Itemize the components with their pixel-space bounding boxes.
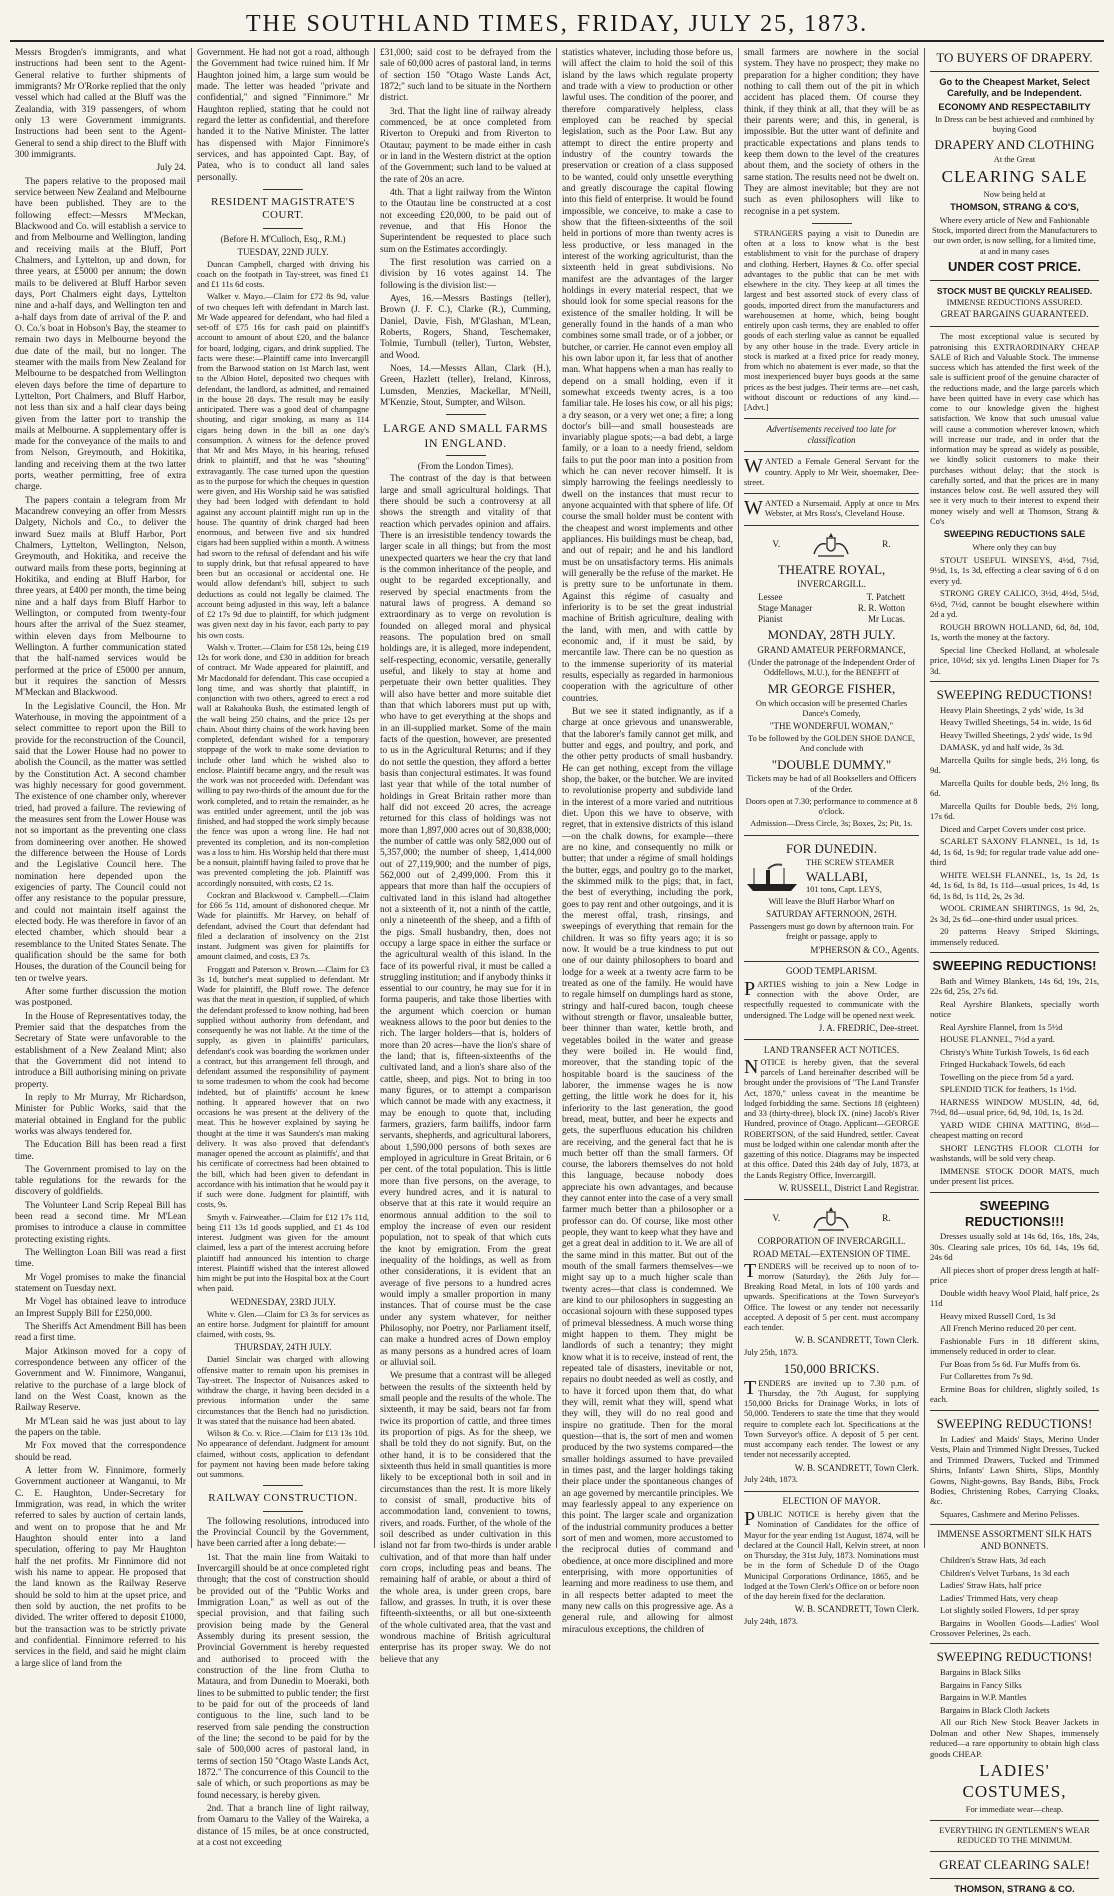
- article-paragraph: 1st. That the main line from Waitaki to Invercargill should be at once completed right through; that the cost of construction should be provided out of the "Public Works and Immigration Loan," as well as out of the special provision, and that failing such provision being made by the General Assembly during its present session, the Provincial Government is hereby requested and authorised to proceed with the construction of the line from Clutha to Mataura, and from Dunedin to Moeraki, both lines to be submitted to public tender; the first to be paid for out of the proceeds of land contiguous to the line, such land to be reserved from sale pending the construction of the line; the second to be paid for by the sale of 500,000 acres of pastoral land, in terms of section 150 "Otago Waste Lands Act, 1872." The concurrence of this Council to the sale of which, or such proportions as may be found necessary, is hereby given.: [197, 1552, 369, 1801]
- divider: [744, 1491, 919, 1492]
- price-line: Fur Boas from 5s 6d. Fur Muffs from 6s.: [940, 1358, 1081, 1369]
- drapery-ad-tagline: Go to the Cheapest Market, Select Carefully, and be Independent.: [939, 76, 1090, 99]
- column-4: [557, 48, 739, 1635]
- price-line: Bargains in Black Cloth Jackets: [940, 1704, 1050, 1715]
- court-case: Walker v. Mayo.—Claim for £72 8s 9d, value of two cheques left with defendant in March last. Mr Wade appeared for defendant, who had filed a set-off of £75 16s for cash paid on plaintiff's account to amount of about £20, and the balance for board, lodging, cigars, and drink supplied. The facts were these:—Plaintiff came into Invercargill from the Barwood station on 1st March last, went to the Albion Hotel, deposited two cheques with defendant, the landlord, as admitted, and remained in the house 28 days. The result may be easily anticipated. There was a good deal of champagne shouting, and cigar smoking, as many as 114 cigars being down in the bill as one day's consumption. A witness for the defence proved that Mr and Mrs Mayo, in his hearing, refused drink to plaintiff, and that he was "shouting" extravagantly. The case turned upon the question as to the purpose for which the cheques in question were given, and His Worship said he was satisfied they had been lodged with defendant to hold against any account plaintiff might run up in the house. The quantity of drink charged had been enormous, and between five and six hundred cigars had been supplied within a month. A witness had sworn to the refusal of defendant and his wife to supply drink, but that refusal appeared to have been but an occasional or accidental one. He would allow defendant's bill, subject to such deductions as could not legally be claimed. The account being adjusted in this way, left a balance of £2 17s 9d due to plaintiff, for which judgment was given next day in his favor, each party to pay his own costs.: [197, 292, 369, 640]
- article-paragraph: 4th. That a light railway from the Winton to the Otautau line be constructed at a cost not exceeding £20,000, to be paid out of revenue, and that His Honor the Superintendent be requested to place such sum on the Estimates accordingly.: [380, 187, 551, 255]
- newspaper-page: [10, 6, 1104, 1895]
- column-2: [192, 48, 375, 1848]
- price-line: Ladies' Straw Hats, half price: [940, 1580, 1042, 1591]
- theatre-line: On which occasion will be presented Charles Dance's Comedy,: [755, 698, 908, 718]
- theatre-play: "THE WONDERFUL WOMAN,": [769, 721, 894, 732]
- price-line: Towelling on the piece from 5d a yard.: [940, 1071, 1074, 1082]
- divider: [930, 681, 1099, 682]
- divider: [744, 1039, 919, 1040]
- divider: [930, 952, 1099, 953]
- price-line: Special line Checked Holland, at wholesale price, 10½d; six yd. lengths Linen Diaper for 7s 3d.: [930, 644, 1099, 676]
- price-line: Heavy Plain Sheetings, 2 yds' wide, 1s 3d: [940, 704, 1084, 715]
- article-paragraph: The papers contain a telegram from Mr Macandrew conveying an offer from Messrs Dalgety, Nichols and Co., to deliver the inward Suez mails at Bluff Harbor, Port Chalmers, Lyttelton, Wellington, Nelson, Greymouth, and Hokitika, and receive the outward mails from these ports, beginning at Hokitika, and ending at Bluff Harbor, for three years, at £400 per month, the time being nine and a half days from Bluff Harbor to Wellington, or computed from twenty-four hours after the arrival of the Suez steamer, within eleven days from Melbourne to Wellington. A further communication stated that the half-named services would be performed at the price of £5000 per annum, but it requires the sanction of Messrs M'Meckan and Blackwood.: [15, 495, 186, 699]
- price-line: Bargains in Woollen Goods—Ladies' Wool Crossover Pelerines, 2s each.: [930, 1617, 1099, 1638]
- price-line: Marcella Quilts for double beds, 2½ long, 8s 6d.: [930, 777, 1099, 799]
- theatre-line: To be followed by the GOLDEN SHOE DANCE, And conclude with: [748, 734, 915, 754]
- price-line: DAMASK, yd and half wide, 3s 3d.: [940, 742, 1064, 753]
- column-3: [375, 48, 557, 1665]
- article-paragraph: £31,000; said cost to be defrayed from the sale of 60,000 acres of pastoral land, in terms of section 150 "Otago Waste Lands Act, 1872;" such land to be situate in the Northern district.: [380, 48, 551, 104]
- road-metal-signature: W. B. SCANDRETT, Town Clerk.: [794, 1335, 919, 1346]
- divider: [744, 525, 919, 526]
- price-line: All French Merino reduced 20 per cent.: [940, 1323, 1077, 1334]
- court-day: THURSDAY, 24TH JULY.: [234, 1342, 332, 1353]
- shipping-line: THE SCREW STEAMER: [806, 858, 895, 868]
- price-line: Christy's White Turkish Towels, 1s 6d each: [940, 1046, 1089, 1057]
- price-line: Bath and Witney Blankets, 14s 6d, 19s, 21s, 22s 6d, 25s, 27s 6d.: [930, 976, 1099, 997]
- shipping-line: Passengers must go down by afternoon train. For freight or passage, apply to: [749, 922, 914, 942]
- article-paragraph: Mr Vogel promises to make the financial statement on Tuesday next.: [15, 1272, 186, 1295]
- article-paragraph: The following resolutions, introduced into the Provincial Council by the Government, have been carried after a long debate:—: [197, 1516, 369, 1550]
- crest-letter: R.: [882, 539, 891, 550]
- coat-of-arms-icon: [810, 1206, 852, 1234]
- drapery-ad-body: The most exceptional value is secured by patronising this EXTRAORDINARY CHEAP SALE of Rich and Valuable Stock. The immense success which has attended the first week of the sale is sufficient proof of the genuine character of the reductions made, and the large parcels which have been quitted have in every case which has come to our knowledge given the highest satisfaction. We know that such unusual value will cause a commotion wherever known, which will increase our trade, and in order that the information may be spread as widely as possible, we kindly solicit customers to make their purchases without delay; that the stock is carefully sorted, and that the prices are in many instances below cost. Be well assured they will see it very much to their interest to expend their money wisely and well at Thomson, Strang & Co's: [930, 332, 1099, 526]
- drapery-ad-line: At the Great: [993, 155, 1036, 165]
- article-paragraph: We presume that a contrast will be alleged between the results of the sixteenth held by small people and the results of the whole. The sixteenth, it may be said, bears not far from twice its proportion of cattle, and three times its proportion of pigs. As for the sheep, we shall be told they do not signify. But, on the other hand, it is to be considered that the sixteenth thus held in small quantities is more likely to be exceptional both in soil and in circumstances than the rest. It is more likely to consist of small, productive bits of accommodation land, convenient to towns, rivers, and roads. Further, of the whole of the soil described as under cultivation in this island not far from two-thirds is under arable cultivation, and of that more than half under corn crops, including peas and beans. The remaining half of arable, or about a third of the whole area, is under green crops, bare fallow, and grasses. In truth, it is over these fifteenth-sixteenths, or all but one-sixteenth of the whole cultivated area, that the vast and wondrous machine of British agricultural enterprise has its proper sway. We do not believe that any: [380, 1371, 552, 1665]
- price-list: [930, 1434, 1099, 1520]
- court-case: Froggatt and Paterson v. Brown.—Claim for £3 3s 1d, butcher's meat supplied to defendant. Mr Wade for plaintiff, the Bluff rowe. The defence was that the meat in question, if supplied, of which the defendant professed to know nothing, had been supplied without authority from defendant, and consequently he was not liable. At the time of the supply, as given in plaintiffs' particulars, defendant's cook was boarding the workmen under a contract, but this arrangement fell through, and defendant assumed the responsibility of payment to some tradesmen to whom the cook had become indebted, but of plaintiffs' account he knew nothing. It appeared however that on two occasions he was present at the delivery of the meat. This he however explained by saying he thought at the time it was Saunders's man making delivery. It was also proved that defendant's manager opened the account as plaintiffs', and that his certificate of correctness had been obtained to the bill, which had been given to defendant in accordance with his intimation that he would pay it if such were done. Judgment for plaintiff, with costs, 9s.: [197, 964, 369, 1210]
- price-line: Ladies' Trimmed Hats, very cheap: [940, 1592, 1058, 1603]
- crest-letter: V.: [772, 539, 781, 550]
- price-line: IMMENSE STOCK DOOR MATS, much under present list prices.: [930, 1165, 1099, 1187]
- templar-signature: J. A. FREDRIC, Dee-street.: [818, 1022, 919, 1033]
- article-paragraph: 2nd. That a branch line of light railway, from Oamaru to the Valley of the Waireka, a distance of 15 miles, be at once constructed, at a cost not exceeding: [197, 1803, 369, 1848]
- reductions-banner: SWEEPING REDUCTIONS!: [936, 1649, 1093, 1665]
- price-line: Marcella Quilts for single beds, 2½ long, 6s 9d.: [930, 754, 1099, 776]
- price-line: Fringed Huckaback Towels, 6d each: [940, 1059, 1066, 1070]
- article-paragraph: The Sheriffs Act Amendment Bill has been read a first time.: [15, 1322, 186, 1344]
- royal-crest: [744, 1206, 919, 1234]
- drapery-ad-line: ECONOMY AND RESPECTABILITY: [938, 101, 1091, 112]
- divider: [930, 1192, 1099, 1193]
- price-line: HARNESS WINDOW MUSLIN, 4d, 6d, 7½d, 8d—usual price, 6d, 9d, 10d, 1s, 1s 2d.: [930, 1096, 1099, 1118]
- price-line: Real Ayrshire Blankets, specially worth notice: [930, 998, 1099, 1020]
- price-line: All pieces short of proper dress length at half-price: [930, 1264, 1099, 1286]
- reductions-banner: SWEEPING REDUCTIONS!!!: [965, 1197, 1064, 1229]
- price-list: [930, 1555, 1099, 1638]
- article-paragraph: Messrs Brogden's immigrants, and what instructions had been sent to the Agent-General relative to further shipments of immigrants? Mr O'Rorke replied that the only vessel which had called at the Bluff was the Zealandia, with 319 passengers, of whom only 13 were Government immigrants. Instructions had been sent to the Agent-General to send a ship direct to the Bluff with 300 immigrants.: [15, 48, 186, 160]
- bricks-date: July 24th, 1873.: [744, 1475, 798, 1485]
- theatre-staff-row: Lessee T. Patchett: [758, 592, 905, 603]
- columns: [10, 48, 1104, 1895]
- court-day: WEDNESDAY, 23RD JULY.: [230, 1296, 336, 1307]
- divider: [446, 455, 486, 456]
- theatre-line: (Under the patronage of the Independent Order of Oddfellows, M.U.), for the BENEFIT of: [748, 658, 915, 678]
- price-line: Squares, Cashmere and Merino Pelisses.: [940, 1508, 1080, 1519]
- land-notice: NOTICE is hereby given, that the several parcels of Land hereinafter described will be brought under the provisions of "The Land Transfer Act, 1870," unless caveat in the meantime be lodged forbidding the same. Sections 18 (eighteen) and 33 (thirty-three), block IX. (nine) Jacob's River Hundred, province of Otago. Applicant—GEORGE ROBERTSON, of the said Hundred, settler. Caveat must be lodged within one calendar month after the gazetting of this notice. Diagrams may be inspected at this office. Dated this 24th day of July, 1873, at the Lands Registry Office, Invercargill.: [744, 1055, 919, 1180]
- article-paragraph: In the Legislative Council, the Hon. Mr Waterhouse, in moving the appointment of a select committee to report upon the Bill to provide for the reconstruction of the Council, said that the Lower House had no power to abolish the Council, as the matter was settled by the Constitution Act. A second chamber was highly necessary for good government. The existence of one chamber only, wherever tried, had proved a failure. The reviewing of the measures sent from the Lower House was not so important as the preventing one class from domineering over another. He showed the difference between the House of Lords and the Legislative Council here. The nomination here depended upon the exigencies of party. The Council could not offer any resistance to the popular pressure, and could not maintain itself against the elected body. He was therefore in favor of an elected chamber, which should bear a resemblance to the United States Senate. The qualification should be the same for both Houses, the duration of the Council being for ten or twelve years.: [15, 701, 186, 984]
- road-metal-heading: ROAD METAL—EXTENSION OF TIME.: [752, 1248, 911, 1259]
- dateline: July 24.: [156, 163, 186, 174]
- theatre-line: GRAND AMATEUR PERFORMANCE,: [757, 645, 906, 656]
- price-line: Bargains in Fancy Silks: [940, 1679, 1022, 1690]
- price-line: SHORT LENGTHS FLOOR CLOTH for washstands, will be sold very cheap.: [930, 1142, 1099, 1164]
- road-metal-notice: TENDERS will be received up to noon of to-morrow (Saturday), the 26th July for—Breaking Road Metal, in lots of 100 yards and upwards. Specifications at the Town Surveyor's Office. The lowest or any tender not necessarily accepted. A deposit of 5 per cent. must accompany each tender.: [744, 1259, 919, 1333]
- court-case: Duncan Campbell, charged with driving his coach on the footpath in Tay-street, was fined £1 and £1 11s 6d costs.: [197, 259, 369, 290]
- price-list: [930, 705, 1099, 947]
- theatre-line: Admission—Dress Circle, 3s; Boxes, 2s; Pit, 1s.: [750, 819, 913, 829]
- section-heading: LARGE AND SMALL FARMS IN ENGLAND.: [383, 421, 548, 450]
- price-line: WHITE WELSH FLANNEL, 1s, 1s 2d, 1s 4d, 1s 6d, 1s 8d, 1s 11d—usual prices, 1s 4d, 1s 6d, 1s 8d, 1s 11d, 2s, 2s 3d.: [930, 869, 1099, 901]
- theatre-date: MONDAY, 28TH JULY.: [767, 627, 896, 643]
- drapery-ad-line: Where every article of New and Fashionable Stock, imported direct from the Manufacturers to our own order, is now selling, for a limited time, at and in many cases: [932, 215, 1097, 256]
- article-paragraph: small farmers are nowhere in the social system. They have no prospect; they make no preparation for a higher condition; they have nothing to call them out of the pit in which accident has placed them. Of course they think, if they think at all, that they will be as their parents were; and this, in general, is impossible. But the utter want of definite and practicable expectations and plans tends to keep them down to the level of the creatures about them, and the society of others in the same station. The results need not be dwelt on. They are almost inevitable; but they are not such as even philosophers will like to recognise in a pet system.: [744, 48, 919, 217]
- price-line: Double width heavy Wool Plaid, half price, 2s 11d: [930, 1287, 1099, 1309]
- court-case: Cockran and Blackwood v. Campbell.—Claim for £66 5s 11d, amount of dishonored cheque. Mr Wade for plaintiffs. Mr Harvey, on behalf of defendant, advised the Court that defendant had filed a declaration of insolvency on the 21st instant. Judgment was given for plaintiffs for amount claimed, and costs, £3 7s.: [197, 890, 369, 962]
- article-paragraph: Mr M'Lean said he was just about to lay the papers on the table.: [15, 1416, 186, 1439]
- price-line: Heavy Twilled Sheetings, 54 in. wide, 1s 6d: [940, 717, 1092, 728]
- theatre-line: Doors open at 7.30; performance to commence at 8 o'clock.: [745, 796, 918, 817]
- divider: [744, 835, 919, 836]
- article-paragraph: Mr Fox moved that the correspondence should be read.: [15, 1441, 186, 1463]
- article-paragraph: In the House of Representatives today, the Premier said that the despatches from the Secretary of State were unfavorable to the establishment of a New Zealand Mint; also that the Government did not intend to introduce a Bill authorising mining on private property.: [15, 1011, 186, 1090]
- election-date: July 24th, 1873.: [744, 1617, 798, 1627]
- price-line: YARD WIDE CHINA MATTING, 8½d—cheapest matting on record: [930, 1119, 1099, 1141]
- article-paragraph: In reply to Mr Murray, Mr Richardson, Minister for Public Works, said that the material obtained in England for the public works was always tendered for.: [15, 1092, 186, 1137]
- wanted-ad: WANTED a Female General Servant for the country. Apply to Mr Weir, shoemaker, Dee-street.: [744, 455, 919, 487]
- price-line: HOUSE FLANNEL, 7½d a yard.: [940, 1034, 1055, 1045]
- divider: [930, 71, 1099, 72]
- wanted-ad: WANTED a Nursemaid. Apply at once to Mrs Webster, at Mrs Ross's, Cleveland House.: [744, 497, 919, 520]
- drapery-ad-line: EVERYTHING IN GENTLEMEN'S WEAR REDUCED TO THE MINIMUM.: [939, 1825, 1090, 1846]
- court-case: White v. Glen.—Claim for £3 3s for services as an entire horse. Judgment for plaintiff for amount claimed, with costs, 9s.: [197, 1309, 369, 1340]
- divider: [930, 1851, 1099, 1852]
- court-case: Smyth v. Fairweather.—Claim for £12 17s 11d, being £11 13s 1d goods supplied, and £1 4s 10d interest. Judgment was given for the amount claimed, less a part of the interest accruing before plaintiff had announced his intention to charge interest. Plaintiff wished that the interest allowed him might be put into the Hospital box at the Court when paid.: [197, 1212, 369, 1294]
- corporation-heading: CORPORATION OF INVERCARGILL.: [757, 1235, 906, 1246]
- article-paragraph: 3rd. That the light line of railway already commenced, be at once completed from Riverton to Orepuki and from Riverton to Otautau; payment to be made either in cash or in land in the Western district at the option of the Government; such land to be valued at the rate of 20s an acre.: [380, 106, 551, 185]
- column-5: [739, 48, 925, 1627]
- divider: [263, 189, 303, 190]
- land-heading: LAND TRANSFER ACT NOTICES.: [763, 1044, 900, 1055]
- drapery-ad-line: IMMENSE REDUCTIONS ASSURED.: [946, 297, 1083, 307]
- price-line: Bargains in W.P. Mantles: [940, 1692, 1027, 1703]
- price-line: SPLENDID TICK for feathers, 1s 1½d.: [940, 1084, 1077, 1095]
- price-line: Fashionable Furs in 18 different skins, immensely reduced in order to clear.: [930, 1335, 1099, 1357]
- price-line: In Ladies' and Maids' Stays, Merino Under Vests, Plain and Trimmed Night Dresses, Tucked and Trimmed Drawers, Tucked and Trimmed Shirts, Infants' Lawn Shirts, Slips, Monthly Gowns, Night-gowns, Bay Bands, Bibs, Frock Bodies, Christening Robes, Carrying Cloaks, &c.: [930, 1433, 1099, 1507]
- steamer-icon: [744, 860, 800, 894]
- theatre-title: THEATRE ROYAL,: [777, 561, 886, 577]
- court-case: Wilson & Co. v. Rice.—Claim for £13 13s 10d. No appearance of defendant. Judgment for amount claimed, without costs, application to defendant for payment not having been made before taking out summons.: [197, 1429, 369, 1480]
- costumes-banner: LADIES' COSTUMES,: [962, 1761, 1067, 1801]
- price-line: Heavy Twilled Sheetings, 2 yds' wide, 1s 9d: [940, 729, 1092, 740]
- masthead: THE SOUTHLAND TIMES, FRIDAY, JULY 25, 1873.: [10, 6, 1104, 42]
- article-paragraph: Mr Vogel has obtained leave to introduce an Imprest Supply Bill for £250,000.: [15, 1297, 186, 1319]
- divider: [744, 961, 919, 962]
- store-name: THOMSON, STRANG & CO'S,: [950, 202, 1079, 213]
- price-line: Fur Collarettes from 7s 9d.: [940, 1371, 1033, 1382]
- price-line: Diced and Carpet Covers under cost price.: [940, 823, 1086, 834]
- templar-notice: PARTIES wishing to join a New Lodge in connection with the above Order, are respectfully requested to communicate with the undersigned. The Lodge will be opened next week.: [744, 977, 919, 1020]
- coat-of-arms-icon: [810, 532, 852, 560]
- divider: [930, 1878, 1099, 1879]
- price-line: Lot slightly soiled Flowers, 1d per spray: [940, 1605, 1080, 1616]
- theatre-beneficiary: MR GEORGE FISHER,: [767, 680, 896, 696]
- price-line: Children's Velvet Turbans, 1s 3d each: [940, 1567, 1070, 1578]
- divider: [930, 280, 1099, 281]
- theatre-play: "DOUBLE DUMMY.": [771, 756, 892, 772]
- election-signature: W. B. SCANDRETT, Town Clerk.: [794, 1604, 919, 1615]
- divider: [930, 1820, 1099, 1821]
- article-paragraph: Noes, 14.—Messrs Allan, Clark (H.), Green, Hazlett (teller), Ireland, Kinross, Lumsden, Menzies, Mackellar, M'Neill, M'Kenzie, Stout, Sumpter, and Wilson.: [380, 363, 551, 408]
- reductions-banner: SWEEPING REDUCTIONS!: [936, 1415, 1093, 1431]
- article-paragraph: But we see it stated indignantly, as if a charge at once grievous and unanswerable, that the laborer's family cannot get milk, and butter and eggs, and poultry, and pork, and the other petty products of small husbandry. He can get nothing, except from the village shop, the baker, or the butcher. We are invited to revolutionise property and subdivide land in the interest of a more varied and nutritious diet. Upon this we have to observe, with regret, that in extensive districts of this island—on the chalk downs, for example—there are no kine, and consequently no milk or butter; that under a régime of small holdings the butter, eggs, and poultry go to the market, the skimmed milk to the pigs; that, in fact, the best of everything, including the pork, goes to pay rent and other outgoings, and it is the merest offal, trash, rinsings, and sweepings of everything that remain for the children. It was so fifty years ago; it is so now. It would be a true kindness to put out one of our dainty philosophers to board and lodge for a week at a twenty acre farm to be treated as one of the family. He would have to regale himself on dumplings hard as stone, stringy and half-cured bacon, tough cheese without strength or flavor, unsaleable butter, beer thinner than water, kettle broth, and vegetables boiled in the water and grease they were boiled in. He would find, moreover, that the standing topic of the hospitable board is the sauciness of the laborer, the immense wages he is now getting, the little work he does for it, his inferiority to the last generation, the good bread, meat, butter, and beer he expects and gets, the superfluous education his children are receiving, and the general fact that he is much better off than the small farmers. Of course, the laborers themselves do not hold this language, because nobody does appreciate his own advantages, and because they cannot enter into the case of a very small farmer much better than a philosopher or a professor can do. Of course, like most other people, they want to keep what they have and get a great deal in addition to it. We are all of the same mind in this matter. But out of the mouth of the small farmers themselves—we might say up to a much higher scale than twenty acres—that class is condemned. We are kind to our philosophers in suggesting an occasional sojourn with these supposed types of primeval blessedness. A much worse thing might happen to them. They might be landlords of such a tenantry; they might know what it is to receive, instead of rent, the repeated tale of disasters, inevitable or not, repairs no doubt needed as well as costly, and to have it forced upon them that, do what they will, remit what they will, spend what they will, they will do no real good and inspire no gratitude. Then for the moral question—that is, the sort of men and women produced by the two systems compared—the smaller holdings assumed to have prevailed in times past, and the larger holdings taking their place under the spontaneous changes of an age governed by mercantile principles. We may fearlessly appeal to any experience on this point. The larger scale and organization of the industrial community produces a better sort of men and women, more accustomed to the reciprocal duties of command and obedience, at once more disciplined and more enterprising, with more opportunities of learning and more readiness to use them, and in all respects better adapted to meet the many new calls on this progressive age. As a general rule, and allowing for almost miraculous exceptions, the children of: [562, 707, 733, 1635]
- article-paragraph: Government. He had not got a road, although the Government had twice ruined him. If Mr Haughton joined him, a large sum would be made. The letter was headed "private and confidential," and signed "Finnimore." Mr Haughton replied, stating that he could not regard the letter as confidential, and therefore handed it to the Native Minister. The latter has dispensed with Major Finnimore's services, and has appointed Capt. Bay, of Patea, who is to conduct all land sales personally.: [197, 48, 369, 183]
- divider: [263, 228, 303, 229]
- shipping-heading: FOR DUNEDIN.: [786, 840, 877, 856]
- column-6: [925, 48, 1104, 1895]
- price-line: WOOL CRIMEAN SHIRTINGS, 1s 9d, 2s, 2s 3d, 2s 6d—one-third under usual prices.: [930, 903, 1099, 924]
- price-line: All our Rich New Stock Beaver Jackets in Dolman and other New Shapes, immensely reduced—a rare opportunity to obtain high class goods CHEAP.: [930, 1717, 1099, 1759]
- article-paragraph: After some further discussion the motion was postponed.: [15, 986, 186, 1009]
- section-source: (From the London Times).: [417, 461, 514, 472]
- divider: [263, 1485, 303, 1486]
- drapery-ad-line: DRAPERY AND CLOTHING: [934, 137, 1095, 153]
- hats-banner: IMMENSE ASSORTMENT SILK HATS AND BONNETS.: [937, 1530, 1092, 1552]
- price-line: Heavy mixed Russell Cord, 1s 3d: [940, 1310, 1056, 1321]
- shipping-line: Will leave the Bluff Harbor Wharf on: [768, 896, 895, 906]
- reductions-banner: SWEEPING REDUCTIONS SALE: [943, 529, 1086, 540]
- divider: [263, 1511, 303, 1512]
- price-line: STOUT USEFUL WINSEYS, 4½d, 7½d, 9½d, 1s, 1s 3d, effecting a clear saving of 6 d on every yd.: [930, 554, 1099, 586]
- theatre-city: INVERCARGILL.: [797, 579, 866, 590]
- bricks-notice: TENDERS are invited up to 7.30 p.m. of Thursday, the 7th August, for supplying 150,000 Bricks for Drainage Works, in lots of 50,000. Tenderers to state the time that they would require to complete each lot. Specifications at the Town Surveyor's office. A deposit of 5 per cent. must accompany each tender. The lowest or any tender not necessarily accepted.: [744, 1376, 919, 1460]
- drapery-ad-line: STOCK MUST BE QUICKLY REALISED.: [936, 285, 1093, 296]
- article-paragraph: Major Atkinson moved for a copy of correspondence between any officer of the Government and W. Finnimore, Wanganui, relative to the purchase of a large block of land on the West Coast, known as the Railway Reserve.: [15, 1346, 186, 1414]
- price-line: ROUGH BROWN HOLLAND, 6d, 8d, 10d, 1s, worth the money at the factory.: [930, 621, 1099, 643]
- reductions-banner: SWEEPING REDUCTIONS!: [936, 687, 1093, 703]
- late-advertisements-heading: Advertisements received too late for classification: [766, 424, 897, 446]
- divider: [812, 223, 852, 224]
- court-case: Walsh v. Trotter.—Claim for £58 12s, being £19 12s for work done, and £30 in addition for breach of contract. Mr Wade appeared for plaintiff, and Mr Macdonald for defendant. This case occupied a long time, and was shortly that plaintiff, in conjunction with two others, agreed to erect a rod wall at Rakahouka Bush, the estimated length of the wall being 250 chains, and the price 12s per chain. About thirty chains of the work having been completed, defendant wished for a temporary stoppage of the work to make some deviation to include other land which he wished also to enclose. Plaintiff became angry, and the result was the work was not proceeded with. Defendant was willing to pay two-thirds of the amount due for the work completed, and to retain the remainder, as he was entitled under agreement, until the job was finished, and had stopped the work simply because the fence was upon a wrong line. He had not prevented its completion, and its non-completion was a loss to him. His Worship held that there must be a nonsuit, plaintiff having failed to prove that he was prevented completing the job. Plaintiff was accordingly nonsuited, with costs, £2 1s.: [197, 642, 370, 888]
- road-metal-date: July 25th, 1873.: [744, 1348, 798, 1358]
- column-1: [10, 48, 192, 1669]
- reductions-banner: SWEEPING REDUCTIONS!: [932, 958, 1097, 974]
- election-heading: ELECTION OF MAYOR.: [782, 1496, 881, 1507]
- drapery-notice: STRANGERS paying a visit to Dunedin are often at a loss to know what is the best establishment to visit for the purchase of drapery and clothing. Herbert, Haynes & Co. offer special advantages to the public that can be met with elsewhere in the city. They keep at all times the largest and best assorted stock of every class of goods, imported direct from the manufacturers and warehousemen at home, which, being bought entirely upon cash terms, they are enabled to offer goods of each sterling value as cannot be equalled by any other house in the trade. Every article in stock is marked at a fixed price for ready money, from which no abatement is ever made, so that the most inexperienced buyer buys goods at the same prices as the best judges. Their terms are—net cash, without discount or reductions of any kind.—[Advt.]: [744, 228, 919, 413]
- royal-crest: [744, 532, 919, 560]
- drapery-ad-heading: TO BUYERS OF DRAPERY.: [936, 50, 1093, 65]
- price-line: Bargains in Black Silks: [940, 1667, 1021, 1678]
- price-line: Real Ayrshire Flannel, from 1s 5½d: [940, 1021, 1063, 1032]
- divider: [930, 1643, 1099, 1644]
- article-paragraph: The Government promised to lay on the table regulations for the rewards for the discovery of goldfields.: [15, 1164, 186, 1198]
- price-line: Marcella Quilts for Double beds, 2½ long, 17s 6d.: [930, 800, 1099, 822]
- article-paragraph: The Volunteer Land Scrip Repeal Bill has been read a second time. Mr M'Lean promises to introduce a clause in committee protecting existing rights.: [15, 1200, 186, 1245]
- shipping-ad: [744, 858, 919, 894]
- drapery-ad-line: GREAT BARGAINS GUARANTEED.: [940, 310, 1089, 321]
- article-paragraph: The Wellington Loan Bill was read a first time.: [15, 1248, 186, 1270]
- bricks-signature: W. B. SCANDRETT, Town Clerk.: [794, 1462, 919, 1473]
- clearing-sale-banner: GREAT CLEARING SALE!: [939, 1857, 1090, 1873]
- divider: [744, 451, 919, 452]
- land-signature: W. RUSSELL, District Land Registrar.: [778, 1182, 919, 1193]
- store-name: THOMSON, STRANG & CO.: [954, 1884, 1075, 1895]
- divider: [744, 418, 919, 419]
- price-line: STRONG GREY CALICO, 3½d, 4½d, 5½d, 6½d, 7½d, cannot be bought elsewhere within 2d a yd.: [930, 588, 1099, 620]
- drapery-ad-line: For immediate wear—cheap.: [965, 1804, 1064, 1814]
- article-paragraph: The contrast of the day is that between large and small agricultural holdings. That there should be such a controversy at all shows the strength and vitality of that reaction which pervades opinion and affairs. There is an irresistible tendency towards the larger scale in all things; but from the most unexpected quarters we hear the cry that land is the common inheritance of the people, and ought to be regarded exceptionally, and reserved by special enactments from the natural laws of progress. A demand so extraordinary as to verge on revolution is founded on alleged moral and physical reasons. The population bred on small holdings are, it is alleged, more independent, self-respecting, economic, versatile, generally useful, and likely to stay at home and perpetuate their own better qualities. They will also have better and more suitable diet than that which laborers must put up with, who have to get everything at the shops and in an ill-supplied market. Some of the main facts of the question, however, are presented to us in the Agricultural Returns; and if they do not settle the question, they afford a better basis than conjectural estimates. It was found last year that while of the total number of holdings in Great Britain rather more than half did not exceed 20 acres, the acreage returned for this class of holdings was not more than 1,897,000 acres out of 30,838,000; the number of cattle was only 582,000 out of 5,357,000; the number of sheep, 1,414,000 out of 27,119,900; and the number of pigs, 562,000 out of 2,499,000. From this it appears that more than half the occupiers of cultivated land in this island had altogether not a sixteenth of it, not a ninth of the cattle, only a nineteenth of the sheep, and a fifth of the pigs. Small husbandry, then, does not occupy a large space in either the surface or the agricultural wealth of this island. In the face of its powerful rival, it must be called a struggling institution; and if anybody thinks it essential to our country, he may sue for it in forma pauperis, and take those liberties with the argument which coercion or human weakness allows to the poor but denies to the rich. The larger holders—that is, holders of more than 20 acres—have the lion's share of the land; that is, fifteen-sixteenths of the cultivated land, and a lion's share also of the cattle, sheep, and pigs. Not to bring in too many figures, or to attempt a comparison which cannot be made with any exactness, it may be enough to quote that, including farmers, graziers, farm bailiffs, indoor farm servants, shepherds, and agricultural laborers, about 1,590,000 persons of both sexes are employed in agriculture in Great Britain, or 6 per cent. of the total population. This is little more than five persons, on the average, to every hundred acres, and it is natural to observe that at this rate it would require an enormous annual addition to the soil to employ the increase of even our resident population, not to speak of that which cuts the knot by emigration. From the great inequality of the holdings, as well as from other considerations, it is evident that an average of five persons to a hundred acres would imply a smaller proportion in many instances. That of course must be the case under any system whatever, for neither Philosophy, nor Poetry, nor Parliament itself, can make a hundred acres of Down employ as many persons as a hundred acres of loam or alluvial soil.: [380, 474, 551, 1368]
- court-case: Daniel Sinclair was charged with allowing offensive matter to remain upon his premises in Tay-street. The Inspector of Nuisances asked to withdraw the charge, it having been decided in a previous information under the same circumstances that the Bench had no jurisdiction. It was stated that the nuisance had been abated.: [197, 1355, 369, 1426]
- price-list: [930, 1231, 1099, 1404]
- crest-letter: V.: [772, 1214, 781, 1225]
- under-cost-banner: UNDER COST PRICE.: [948, 258, 1081, 274]
- article-paragraph: A letter from W. Finnimore, formerly Government auctioneer at Wanganui, to Mr C. E. Haughton, Under-Secretary for Immigration, was read, in which the writer referred to sales by auction of certain lands, and went on to propose that he and Mr Haughton should enter into a land speculation, offering to pay Mr Haughton half the net profits. Mr Finnimore did not wish his name to appear. He proposed that the land known as the Railway Reserve should be sold to him at the upset price, and then sold by auction, the net profits to be divided. The writer offered to deposit £1000, but the transaction was to be strictly private and confidential. Finnimore referred to his services in the field, and said he might claim a large slice of land from the: [15, 1466, 186, 1669]
- price-line: 20 patterns Heavy Striped Skirtings, immensely reduced.: [930, 926, 1099, 947]
- election-notice: PUBLIC NOTICE is hereby given that the Nomination of Candidates for the office of Mayor for the year ending 1st August, 1874, will be declared at the Council Hall, Kelvin street, at noon on Thursday, the 31st July, 1873. Nominations must be in the form of Schedule D of the Otago Municipal Corporations Ordinance, 1865, and be lodged at the Town Clerk's Office on or before noon of the day herein fixed for the declaration.: [744, 1508, 919, 1602]
- theatre-staff-row: Stage Manager R. R. Wotton: [758, 603, 905, 614]
- article-paragraph: Ayes, 16.—Messrs Bastings (teller), Brown (J. F. C.), Clarke (R.), Cumming, Daniel, Davie, Fish, M'Glashan, M'Lean, Roberts, Rogers, Shand, Teschemaker, Tolmie, Turnbull (teller), Turton, Webster, and Wood.: [380, 293, 551, 361]
- ship-name: WALLABI,: [806, 868, 868, 884]
- divider: [930, 1524, 1099, 1525]
- article-paragraph: The Education Bill has been read a first time.: [15, 1140, 186, 1162]
- court-day: TUESDAY, 22ND JULY.: [237, 246, 329, 257]
- price-list: [930, 1667, 1099, 1759]
- article-paragraph: statistics whatever, including those before us, will affect the claim to hold the soil of this island by the laws which regulate property and trade with a view to production or other lawful uses. The condition of the poorer, and therefore comparatively helpless, class employed can be reached by special legislation, such as the Poor Law. But any attempt to direct the entire property and industry of the country towards the preservation or creation of a class supposed to be wanted, could only unsettle everything and greatly discourage the capital flowing into this field of enterprise. It would be found impossible, we conceive, to make a case to show that the fifteen-sixteenths of the soil held in portions of more than twenty acres is less productive, or less managed in the interest of the working agriculturist, than the sixteenth held in great subdivisions. No manifest are the advantages of the larger holdings in every material respect, that we should look for some special reasons for the existence of the smaller holding. It will be generally found in the hands of a man who combines some small trade, or of a jobber, or butcher, or carrier. He cannot even employ all his own labor upon it, far less that of another man. What happens when a man has really to depend on a small holding, even if it somewhat exceeds twenty acres, is a too familiar tale. He loses his cow, or all his pigs; a dry season, or a very wet one; a fire; a long doctor's bill—and small housesteads are invariably plague spots;—a bad debt, a large family, or a loan to a needy friend, seldom fails to put the poor man into a position from which he can never recover himself. It is simply harrowing the feelings needlessly to dwell on the instances that must recur to anyone acquainted with that sphere of life. Of course the small holder must be content with the cheapest and worst implements and other appliances. His buildings must be cheap, bad, and out of repair; and he and his landlord must be on unsatisfactory terms. His animals will generally be the refuse of the market. He is pretty sure to be unfortunate in them. Against this régime of casualty and inferiority is to be set the great industrial machine of British agriculture, dealing with the land, with men, and with cattle by economic and, if it must be said, by mercantile law. There can be no question as to the immense superiority of its material results, especially as regarded in harmonious cooperation with the agriculture of other countries.: [562, 48, 733, 704]
- section-heading: RAILWAY CONSTRUCTION.: [208, 1492, 358, 1505]
- shipping-agents: M'PHERSON & CO., Agents.: [810, 944, 919, 955]
- divider: [744, 1199, 919, 1200]
- theatre-staff-row: Pianist Mr Lucas.: [758, 614, 905, 625]
- templar-heading: GOOD TEMPLARISM.: [785, 966, 878, 977]
- price-line: SCARLET SAXONY FLANNEL, 1s 1d, 1s 4d, 1s 6d, 1s 9d; for regular trade value add one-third: [930, 836, 1099, 868]
- crest-letter: R.: [882, 1214, 891, 1225]
- section-subheading: (Before H. M'Culloch, Esq., R.M.): [220, 233, 346, 244]
- price-line: Children's Straw Hats, 3d each: [940, 1555, 1046, 1566]
- section-heading: RESIDENT MAGISTRATE'S COURT.: [211, 195, 355, 222]
- article-paragraph: The papers relative to the proposed mail service between New Zealand and Melbourne have been published. They are to the following effect:—Messrs M'Meckan, Blackwood and Co. will establish a service to and from Melbourne and Wellington, landing and receiving mails at the Bluff, Port Chalmers, and Lyttelton, up and down, for three years, at £5000 per annum; the down mails to be delivered at Bluff Harbor seven days, Port Chalmers eight days, Lyttelton nine and a-half days, and Wellington ten and a-half days from date of arrival of the P. and O. Co.'s boat in Hobson's Bay, the steamer to remain two days in Melbourne beyond the due date of the mail, but no longer. The steamer with the mails from New Zealand for Melbourne to be despatched from Wellington eleven days before the time of departure to Lyttelton, Port Chalmers, and Bluff Harbor, not less than six and a half clear days being given from the latter port to tranship the mails at Melbourne. A supplementary offer is made for the conveyance of the mails to and from Nelson, Greymouth, and Hokitika, landing and receiving them at the two latter ports, weather permitting, free of extra charge.: [15, 176, 186, 493]
- price-list: [930, 976, 1099, 1187]
- divider: [744, 493, 919, 494]
- bricks-heading: 150,000 BRICKS.: [783, 1360, 880, 1376]
- divider: [930, 1410, 1099, 1411]
- clearing-sale-banner: CLEARING SALE: [941, 167, 1088, 187]
- shipping-line: 101 tons, Capt. LEYS,: [806, 884, 882, 894]
- drapery-ad-line: Now being held at: [983, 190, 1046, 200]
- shipping-departure: SATURDAY AFTERNOON, 26TH.: [766, 909, 897, 920]
- drapery-ad-line: In Dress can be best achieved and combined by buying Good: [934, 114, 1095, 135]
- price-line: Ermine Boas for children, slightly soiled, 1s each.: [930, 1383, 1099, 1405]
- drapery-ad-line: Where only they can buy: [972, 542, 1057, 552]
- article-paragraph: The first resolution was carried on a division by 16 votes against 14. The following is the division list:—: [380, 257, 551, 291]
- divider: [446, 414, 486, 415]
- theatre-line: Tickets may be had of all Booksellers and Officers of the Order.: [746, 774, 917, 794]
- divider: [930, 326, 1099, 327]
- price-line: Dresses usually sold at 14s 6d, 16s, 18s, 24s, 30s. Clearing sale prices, 10s 6d, 14s, 19s 6d, 24s 6d: [930, 1231, 1099, 1263]
